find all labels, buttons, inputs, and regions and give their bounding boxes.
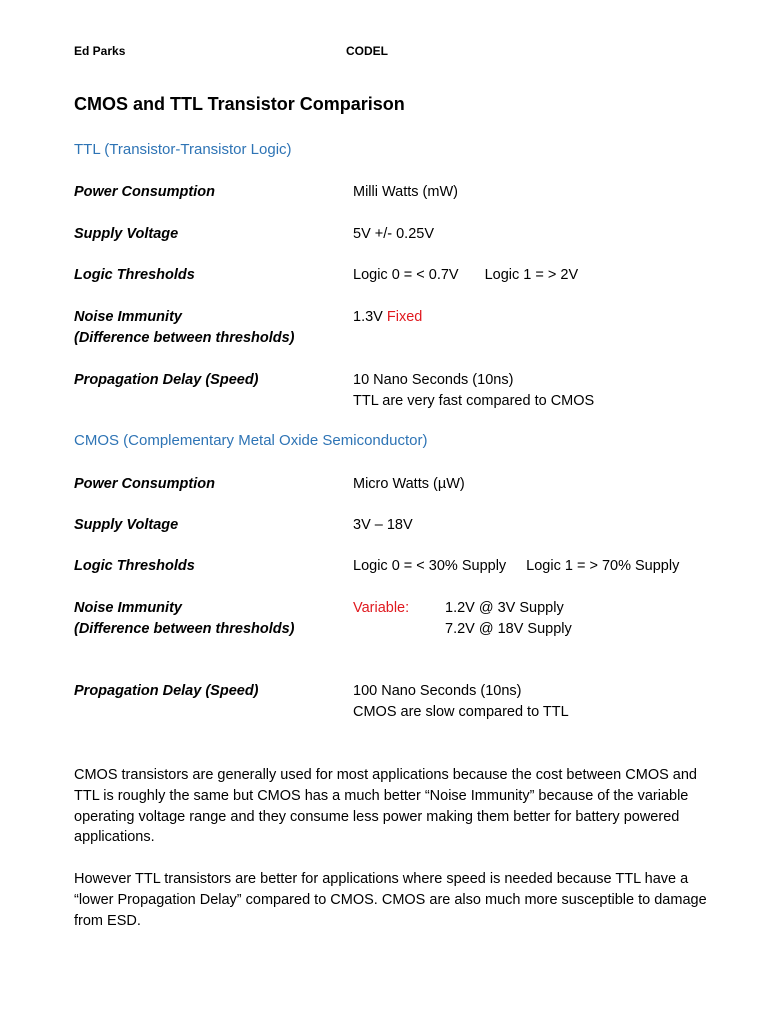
cmos-noise-value-1: 1.2V @ 3V Supply xyxy=(445,600,564,616)
ttl-noise-voltage: 1.3V xyxy=(353,309,383,325)
cmos-delay-value: 100 Nano Seconds (10ns) xyxy=(353,683,522,699)
ttl-delay-label: Propagation Delay (Speed) xyxy=(74,372,259,388)
ttl-noise-tag: Fixed xyxy=(386,309,423,325)
ttl-supply-label: Supply Voltage xyxy=(74,226,179,242)
cmos-power-value: Micro Watts (µW) xyxy=(353,476,465,492)
cmos-threshold-logic1: Logic 1 = > 70% Supply xyxy=(526,558,680,574)
ttl-noise-value xyxy=(353,307,422,328)
ttl-threshold-label: Logic Thresholds xyxy=(74,267,195,283)
cmos-power-label: Power Consumption xyxy=(74,476,215,492)
cmos-noise-label: Noise Immunity xyxy=(74,600,182,616)
ttl-delay-value: 10 Nano Seconds (10ns) xyxy=(353,372,514,388)
page-title: CMOS and TTL Transistor Comparison xyxy=(74,94,405,114)
summary-paragraph-2: However TTL transistors are better for applications where speed is needed because TTL have a “lower Propagation Delay” compared to CMOS. CMOS are also much more susceptible to damage from ESD. xyxy=(74,871,707,929)
cmos-section-heading: CMOS (Complementary Metal Oxide Semiconductor) xyxy=(74,432,428,449)
ttl-power-value: Milli Watts (mW) xyxy=(353,184,458,200)
ttl-threshold-value xyxy=(353,265,578,286)
cmos-supply-value: 3V – 18V xyxy=(353,517,413,533)
ttl-section-heading: TTL (Transistor-Transistor Logic) xyxy=(74,141,292,158)
cmos-delay-note: CMOS are slow compared to TTL xyxy=(353,704,569,720)
ttl-noise-sublabel: (Difference between thresholds) xyxy=(74,330,295,346)
ttl-threshold-logic0: Logic 0 = < 0.7V xyxy=(353,267,459,283)
cmos-delay-label: Propagation Delay (Speed) xyxy=(74,683,259,699)
cmos-threshold-value xyxy=(353,556,679,577)
cmos-threshold-label: Logic Thresholds xyxy=(74,558,195,574)
summary-paragraph-1: CMOS transistors are generally used for most applications because the cost between CMOS and TTL is roughly the same but CMOS has a much better “Noise Immunity” because of the variable operating voltage range and they consume less power making them better for battery powered applications. xyxy=(74,767,697,846)
ttl-supply-value: 5V +/- 0.25V xyxy=(353,226,435,242)
header-organization: CODEL xyxy=(346,44,388,58)
cmos-supply-label: Supply Voltage xyxy=(74,517,179,533)
cmos-threshold-logic0: Logic 0 = < 30% Supply xyxy=(353,558,507,574)
header-author: Ed Parks xyxy=(74,44,126,58)
cmos-noise-tag: Variable: xyxy=(353,600,410,616)
ttl-power-label: Power Consumption xyxy=(74,184,215,200)
ttl-threshold-logic1: Logic 1 = > 2V xyxy=(484,267,579,283)
cmos-noise-sublabel: (Difference between thresholds) xyxy=(74,621,295,637)
ttl-noise-label: Noise Immunity xyxy=(74,309,182,325)
ttl-delay-note: TTL are very fast compared to CMOS xyxy=(353,393,595,409)
cmos-noise-value-2: 7.2V @ 18V Supply xyxy=(445,621,572,637)
